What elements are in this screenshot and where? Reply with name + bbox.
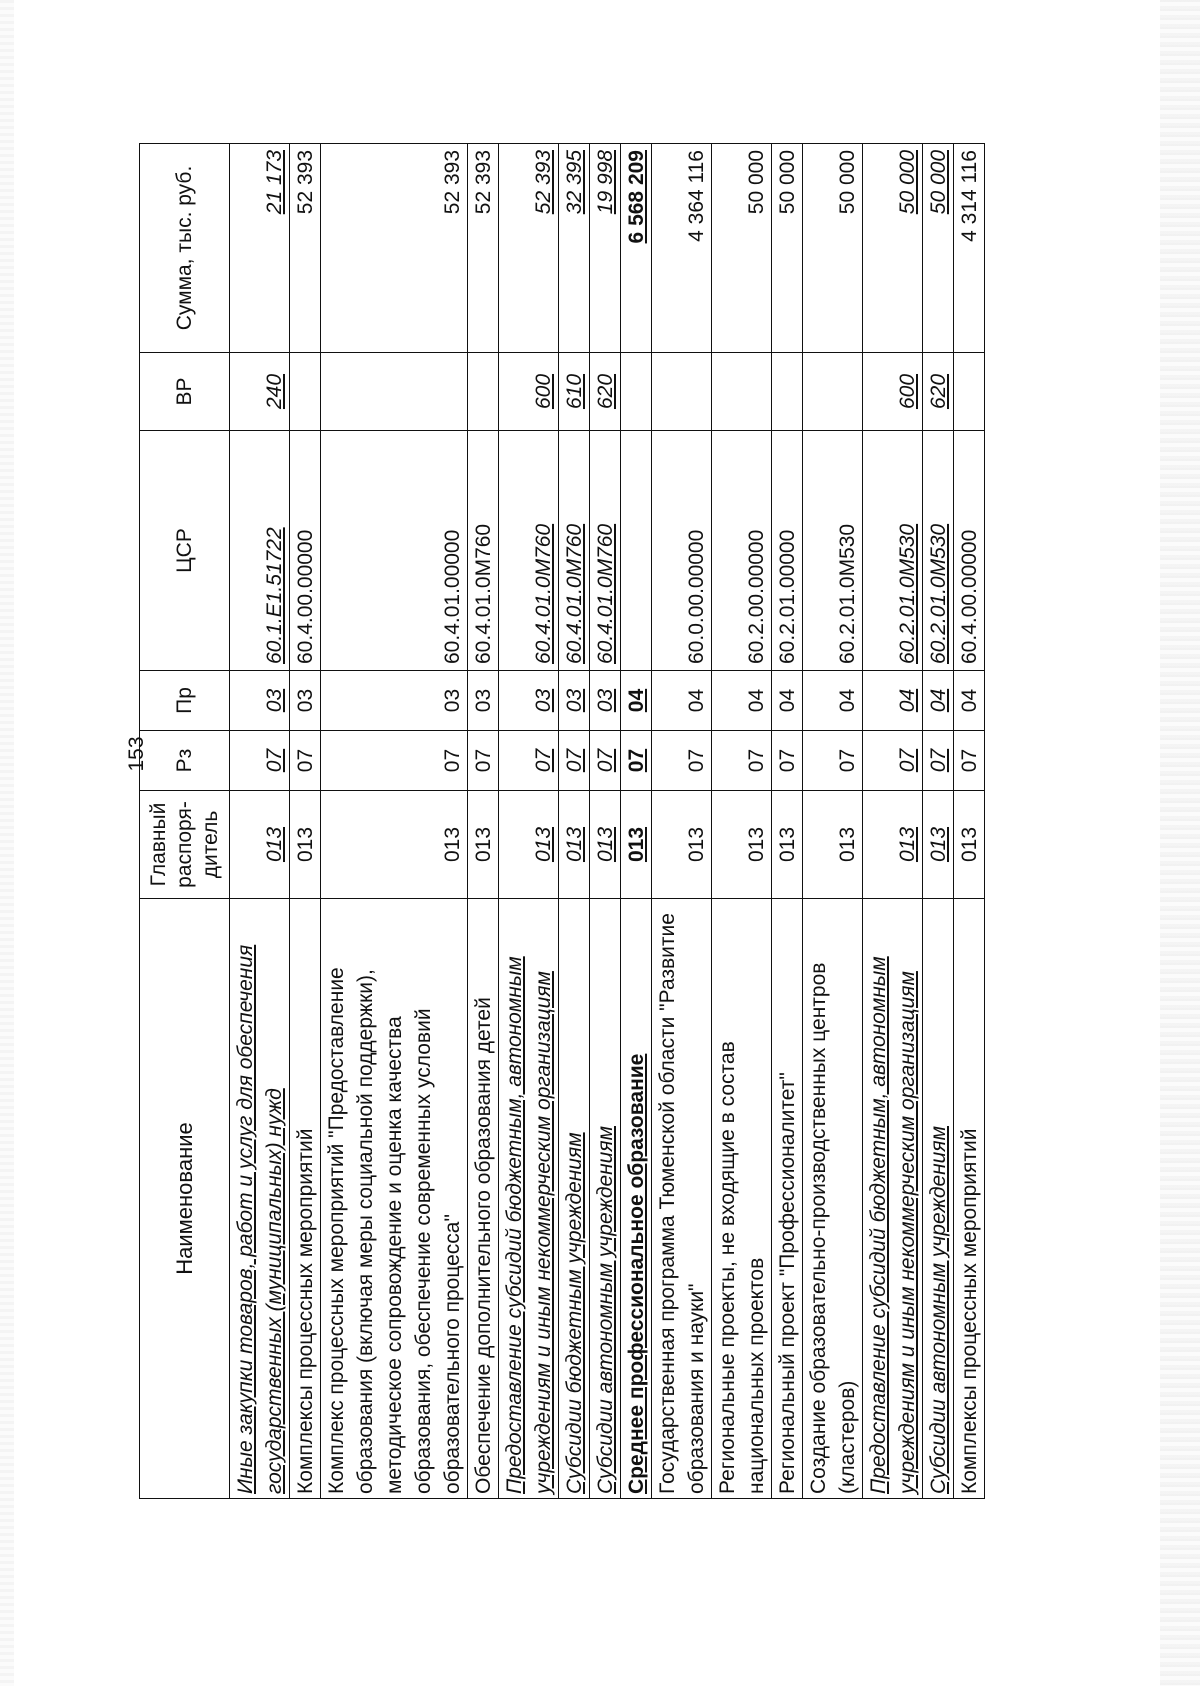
table-row	[230, 144, 290, 1499]
cell-vr: 240	[230, 353, 290, 431]
cell-pr: 04	[712, 671, 772, 731]
cell-manager: 013	[621, 791, 652, 899]
table-row	[954, 144, 985, 1499]
cell-vr	[772, 353, 803, 431]
cell-rz: 07	[590, 731, 621, 791]
cell-csr: 60.2.01.0M530	[923, 431, 954, 671]
cell-pr: 04	[621, 671, 652, 731]
cell-name: Создание образовательно-производственных центров (кластеров)	[803, 899, 863, 1499]
cell-rz: 07	[499, 731, 559, 791]
cell-name: Государственная программа Тюменской области "Развитие образования и науки"	[652, 899, 712, 1499]
cell-manager: 013	[772, 791, 803, 899]
header-rz: Рз	[140, 731, 230, 791]
cell-csr: 60.4.01.0M760	[468, 431, 499, 671]
cell-pr: 03	[290, 671, 321, 731]
header-csr: ЦСР	[140, 431, 230, 671]
cell-rz: 07	[621, 731, 652, 791]
cell-csr: 60.1.E1.51722	[230, 431, 290, 671]
cell-vr	[321, 353, 468, 431]
table-body	[230, 144, 985, 1499]
page-number: 153	[125, 736, 148, 772]
cell-pr: 03	[468, 671, 499, 731]
table-row	[621, 144, 652, 1499]
cell-manager: 013	[954, 791, 985, 899]
cell-manager: 013	[321, 791, 468, 899]
cell-rz: 07	[468, 731, 499, 791]
cell-rz: 07	[712, 731, 772, 791]
cell-sum: 52 393	[468, 144, 499, 353]
cell-pr: 03	[590, 671, 621, 731]
cell-rz: 07	[321, 731, 468, 791]
cell-sum: 19 998	[590, 144, 621, 353]
table-row	[712, 144, 772, 1499]
cell-vr: 600	[863, 353, 923, 431]
cell-name: Региональные проекты, не входящие в состав национальных проектов	[712, 899, 772, 1499]
cell-csr	[621, 431, 652, 671]
cell-manager: 013	[468, 791, 499, 899]
cell-sum: 4 364 116	[652, 144, 712, 353]
cell-manager: 013	[803, 791, 863, 899]
cell-sum: 50 000	[712, 144, 772, 353]
cell-sum: 50 000	[772, 144, 803, 353]
cell-name: Обеспечение дополнительного образования детей	[468, 899, 499, 1499]
cell-vr	[621, 353, 652, 431]
cell-name: Предоставление субсидий бюджетным, автономным учреждениям и иным некоммерческим организациям	[863, 899, 923, 1499]
cell-pr: 04	[923, 671, 954, 731]
cell-rz: 07	[863, 731, 923, 791]
cell-csr: 60.2.00.00000	[712, 431, 772, 671]
cell-rz: 07	[559, 731, 590, 791]
cell-sum: 50 000	[863, 144, 923, 353]
cell-name: Комплексы процессных мероприятий	[954, 899, 985, 1499]
cell-rz: 07	[923, 731, 954, 791]
header-manager: Главный распоря-дитель	[140, 791, 230, 899]
table-row	[803, 144, 863, 1499]
cell-rz: 07	[803, 731, 863, 791]
cell-pr: 03	[559, 671, 590, 731]
cell-vr	[652, 353, 712, 431]
cell-csr: 60.4.01.0M760	[559, 431, 590, 671]
cell-name: Субсидии автономным учреждениям	[590, 899, 621, 1499]
cell-csr: 60.4.01.0M760	[590, 431, 621, 671]
cell-pr: 03	[499, 671, 559, 731]
scan-edge-left	[0, 0, 14, 1686]
table-row	[652, 144, 712, 1499]
cell-vr	[712, 353, 772, 431]
table-row	[321, 144, 468, 1499]
table-header-row	[140, 144, 230, 1499]
cell-manager: 013	[559, 791, 590, 899]
cell-pr: 04	[772, 671, 803, 731]
cell-manager: 013	[923, 791, 954, 899]
header-sum: Сумма, тыс. руб.	[140, 144, 230, 353]
cell-sum: 21 173	[230, 144, 290, 353]
cell-csr: 60.4.01.00000	[321, 431, 468, 671]
cell-pr: 04	[954, 671, 985, 731]
table-row	[559, 144, 590, 1499]
cell-csr: 60.4.01.0M760	[499, 431, 559, 671]
cell-name: Предоставление субсидий бюджетным, автономным учреждениям и иным некоммерческим организациям	[499, 899, 559, 1499]
table-row	[290, 144, 321, 1499]
cell-csr: 60.2.01.00000	[772, 431, 803, 671]
cell-sum: 6 568 209	[621, 144, 652, 353]
header-pr: Пр	[140, 671, 230, 731]
cell-manager: 013	[290, 791, 321, 899]
cell-sum: 52 393	[321, 144, 468, 353]
cell-rz: 07	[772, 731, 803, 791]
cell-name: Комплекс процессных мероприятий "Предоставление образования (включая меры социальной поддержки), методическое сопровождение и оценка качества образования, обеспечение современных условий образовательного процесса"	[321, 899, 468, 1499]
cell-csr: 60.4.00.00000	[290, 431, 321, 671]
cell-vr: 620	[923, 353, 954, 431]
cell-manager: 013	[590, 791, 621, 899]
cell-sum: 4 314 116	[954, 144, 985, 353]
cell-manager: 013	[499, 791, 559, 899]
cell-rz: 07	[290, 731, 321, 791]
cell-sum: 52 393	[499, 144, 559, 353]
cell-pr: 04	[652, 671, 712, 731]
cell-sum: 32 395	[559, 144, 590, 353]
table-row	[772, 144, 803, 1499]
budget-table-container	[139, 144, 1009, 1499]
cell-csr: 60.2.01.0M530	[803, 431, 863, 671]
cell-rz: 07	[954, 731, 985, 791]
cell-sum: 52 393	[290, 144, 321, 353]
cell-rz: 07	[230, 731, 290, 791]
cell-name: Субсидии бюджетным учреждениям	[559, 899, 590, 1499]
table-row	[863, 144, 923, 1499]
cell-sum: 50 000	[803, 144, 863, 353]
cell-csr: 60.4.00.00000	[954, 431, 985, 671]
cell-name: Региональный проект "Профессионалитет"	[772, 899, 803, 1499]
cell-pr: 03	[230, 671, 290, 731]
header-vr: ВР	[140, 353, 230, 431]
cell-vr	[290, 353, 321, 431]
cell-rz: 07	[652, 731, 712, 791]
scan-edge-right	[1160, 0, 1200, 1686]
cell-vr: 610	[559, 353, 590, 431]
budget-table	[139, 143, 985, 1499]
cell-sum: 50 000	[923, 144, 954, 353]
cell-csr: 60.0.00.00000	[652, 431, 712, 671]
cell-name: Среднее профессиональное образование	[621, 899, 652, 1499]
cell-pr: 03	[321, 671, 468, 731]
cell-manager: 013	[230, 791, 290, 899]
cell-manager: 013	[652, 791, 712, 899]
cell-vr: 600	[499, 353, 559, 431]
table-row	[468, 144, 499, 1499]
cell-vr	[954, 353, 985, 431]
cell-manager: 013	[712, 791, 772, 899]
header-name: Наименование	[140, 899, 230, 1499]
table-row	[499, 144, 559, 1499]
table-row	[923, 144, 954, 1499]
table-row	[590, 144, 621, 1499]
cell-vr: 620	[590, 353, 621, 431]
cell-vr	[468, 353, 499, 431]
cell-pr: 04	[803, 671, 863, 731]
cell-name: Иные закупки товаров, работ и услуг для обеспечения государственных (муниципальных) нужд	[230, 899, 290, 1499]
cell-csr: 60.2.01.0M530	[863, 431, 923, 671]
cell-manager: 013	[863, 791, 923, 899]
cell-name: Комплексы процессных мероприятий	[290, 899, 321, 1499]
cell-pr: 04	[863, 671, 923, 731]
cell-vr	[803, 353, 863, 431]
cell-name: Субсидии автономным учреждениям	[923, 899, 954, 1499]
